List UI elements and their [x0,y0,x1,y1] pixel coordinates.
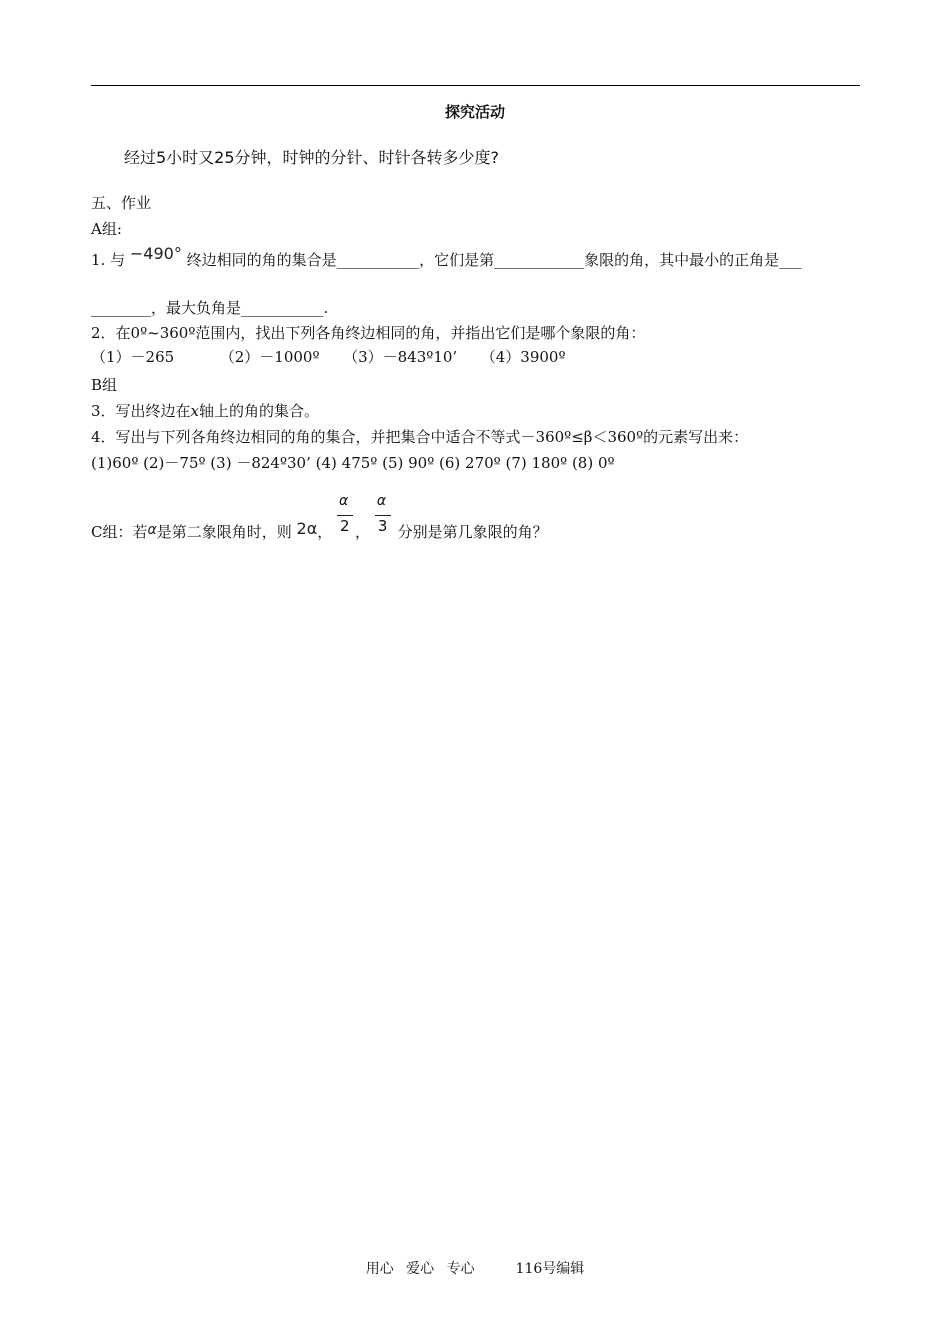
question-2-items [91,346,566,367]
header-rule [91,85,860,86]
page-footer [0,1258,950,1278]
question-1-line-1 [91,244,802,270]
q3-after: 轴上的角的集合。 [199,402,320,420]
footer-item-1: 用心 [365,1261,394,1277]
fraction-alpha-over-3 [375,493,393,541]
frac1-numerator: α [339,493,349,509]
q2-item-1: （1）－265 [91,348,175,366]
activity-question: 经过5小时又25分钟，时钟的分针、时针各转多少度? [124,148,500,167]
group-a-label: A组: [91,220,122,238]
group-b-label: B组 [91,376,118,394]
q1-part2: 终边相同的角的集合是___________，它们是第____________象限的角，其中最小的正角是___ [186,251,802,269]
frac2-denominator: 3 [377,517,388,535]
q2-item-2: （2）－1000º [219,348,320,366]
q1-angle: −490° [129,244,182,263]
q1-prefix: 1. 与 [91,251,126,269]
c-suffix: 分别是第几象限的角？ [397,523,548,541]
q2-item-3: （3）－843º10’ [343,348,458,366]
c-comma-1: ， [317,523,333,541]
question-4: 4．写出与下列各角终边相同的角的集合，并把集合中适合不等式－360º≤β＜360º的元素写出来： [91,428,749,446]
section-heading: 探究活动 [444,103,505,121]
footer-item-4: 116号编辑 [515,1261,585,1277]
group-c-question [91,493,548,542]
c-mid: 是第二象限角时，则 [156,523,292,541]
question-1-line-2: ________，最大负角是___________. [91,299,329,317]
q2-item-4: （4）3900º [480,348,566,366]
c-prefix: C组：若 [91,523,148,541]
fraction-alpha-over-2 [337,493,355,541]
q3-before: 3．写出终边在 [91,402,191,420]
c-comma-2: ， [355,523,371,541]
two-alpha-symbol: 2α [296,519,318,538]
frac2-numerator: α [376,493,387,509]
question-4-items: (1)60º (2)－75º (3) －824º30’ (4) 475º (5) 90º (6) 270º (7) 180º (8) 0º [91,454,615,472]
frac1-denominator: 2 [340,517,350,535]
q3-var: x [190,402,200,420]
homework-title: 五、作业 [91,194,152,212]
question-2: 2．在0º~360º范围内，找出下列各角终边相同的角，并指出它们是哪个象限的角： [91,324,646,342]
question-3 [91,400,319,421]
footer-item-3: 专心 [446,1261,475,1277]
alpha-symbol: α [147,522,157,538]
footer-item-2: 爱心 [406,1261,435,1277]
